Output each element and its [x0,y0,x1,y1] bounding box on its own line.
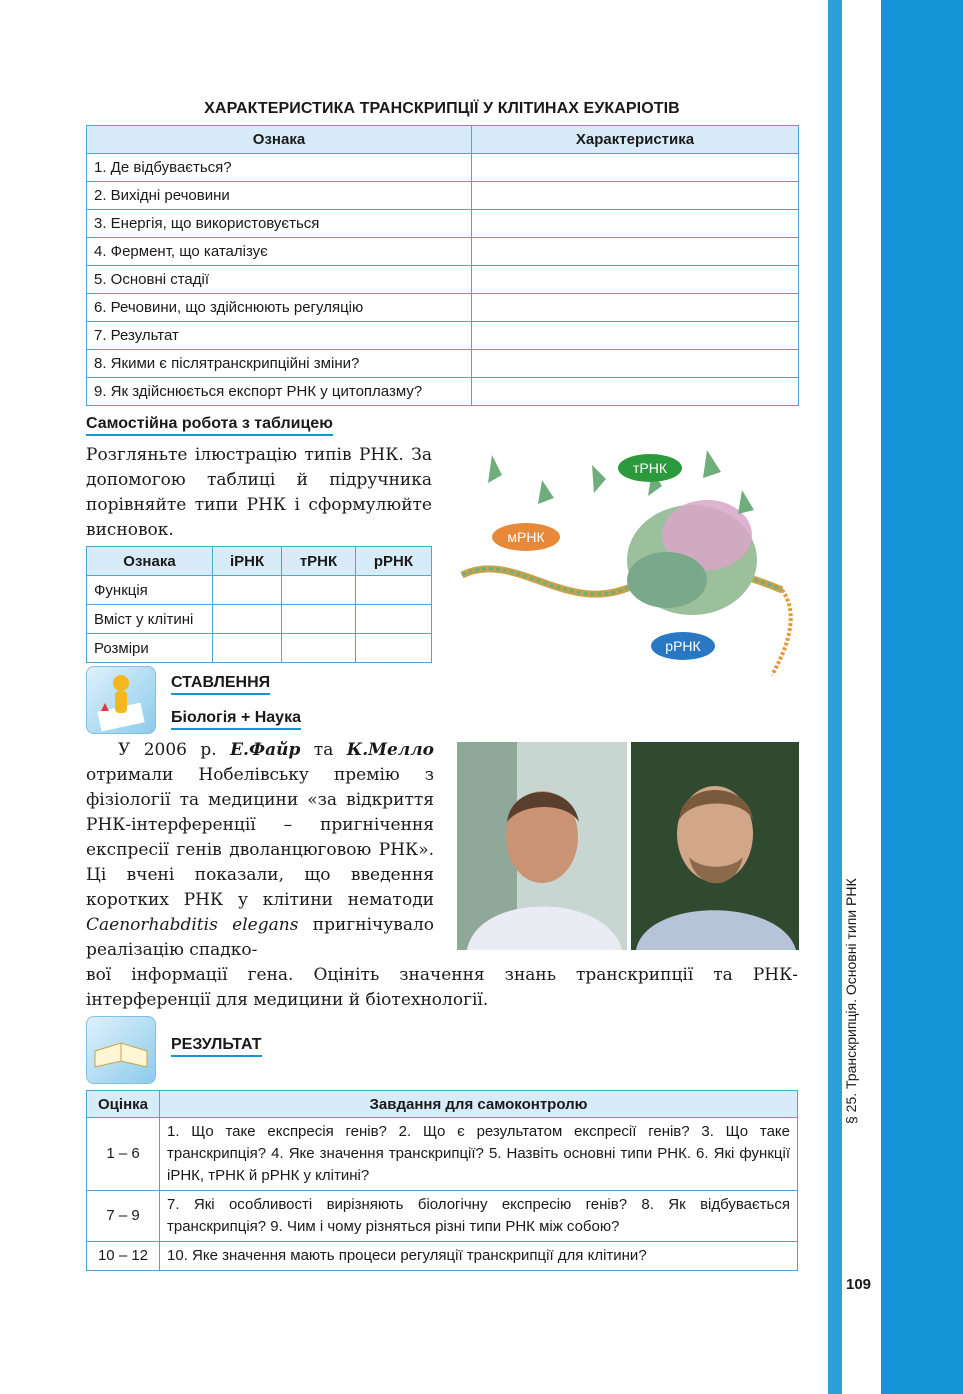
header-score: Оцінка [87,1091,160,1118]
empty-cell[interactable] [472,154,799,182]
table-row [87,634,432,663]
attitude-text [86,738,434,963]
person-head [113,675,129,691]
row-label: Функція [87,576,213,605]
self-work-text: Розгляньте ілюстрацію типів РНК. За допомогою таблиці й підручника порівняйте типи РНК і сформулюйте висновок. [86,445,432,540]
row-label: 3. Енергія, що використовується [87,210,472,238]
mrna-tail [772,590,791,675]
empty-cell[interactable] [213,576,282,605]
header-tasks: Завдання для самоконтролю [160,1091,798,1118]
mrna-label-text: мРНК [507,529,545,545]
table-row [87,154,799,182]
attitude-text-continued: вої інформації гена. Оцініть значення знань транскрипції та РНК-інтерференції для медицини й біотехнології. [86,965,798,1010]
empty-cell[interactable] [472,378,799,406]
table-row [87,1191,798,1242]
star-shape [101,703,109,711]
text-part: та [300,740,347,760]
scientist-name: К.Мелло [346,740,434,760]
running-title: § 25. Транскрипція. Основні типи РНК [843,878,859,1124]
empty-cell[interactable] [282,605,356,634]
table-row [87,294,799,322]
empty-cell[interactable] [472,210,799,238]
portrait-mello [631,742,799,950]
side-stripe-light [828,0,842,1394]
result-heading [171,1036,262,1054]
header-irna: іРНК [213,547,282,576]
header-characteristic: Характеристика [472,126,799,154]
empty-cell[interactable] [213,634,282,663]
table-row [87,1118,798,1191]
result-icon [86,1016,156,1084]
row-label: Розміри [87,634,213,663]
table-row [87,210,799,238]
text-part: отримали Нобелівську премію з фізіології та медицини «за відкриття РНК-інтерференції – пригнічення експресії генів дволанцюговою РНК». Ці вчені показали, що введення коротких РНК у клітини нематоди [86,765,434,910]
empty-cell[interactable] [355,605,431,634]
trna-molecule [488,455,502,483]
table-row [87,350,799,378]
row-label: Вміст у клітині [87,605,213,634]
row-label: 2. Вихідні речовини [87,182,472,210]
side-stripe-dark [881,0,963,1394]
empty-cell[interactable] [355,576,431,605]
attitude-icon [86,666,156,734]
score-cell: 7 – 9 [87,1191,160,1242]
table-header-row [87,1091,798,1118]
trna-label [618,454,682,482]
row-label: 1. Де відбувається? [87,154,472,182]
attitude-subheading [171,709,301,727]
mrna-label [492,523,560,551]
ribosome-small [627,552,707,608]
table-row [87,322,799,350]
trna-molecule [738,490,754,514]
text-part: У 2006 р. [118,740,231,760]
row-label: 6. Речовини, що здійснюють регуляцію [87,294,472,322]
species-name: Caenorhabditis elegans [86,915,299,935]
attitude-subheading-text: Біологія + Наука [171,709,301,730]
attitude-heading-text: СТАВЛЕННЯ [171,674,270,695]
page-number: 109 [846,1276,872,1293]
self-check-table [86,1090,798,1271]
header-feature: Ознака [87,547,213,576]
score-cell: 1 – 6 [87,1118,160,1191]
table-row [87,378,799,406]
self-work-heading-text: Самостійна робота з таблицею [86,415,333,436]
row-label: 7. Результат [87,322,472,350]
empty-cell[interactable] [472,266,799,294]
empty-cell[interactable] [472,294,799,322]
text-part: пригнічувало реалізацію спадко- [86,915,434,960]
empty-cell[interactable] [282,576,356,605]
portrait-fire [457,742,627,950]
table-row [87,1242,798,1271]
score-cell: 10 – 12 [87,1242,160,1271]
task-cell: 10. Яке значення мають процеси регуляції транскрипції для клітини? [160,1242,798,1271]
result-heading-text: РЕЗУЛЬТАТ [171,1036,262,1057]
empty-cell[interactable] [213,605,282,634]
person-icon [87,667,155,733]
empty-cell[interactable] [282,634,356,663]
book-icon [87,1017,155,1083]
table-row [87,576,432,605]
rna-illustration [452,440,802,680]
attitude-heading [171,674,270,692]
row-label: 9. Як здійснюється експорт РНК у цитоплазму? [87,378,472,406]
trna-label-text: тРНК [632,460,668,476]
rrna-label [651,632,715,660]
trna-molecule [538,480,554,504]
empty-cell[interactable] [472,238,799,266]
table-row [87,605,432,634]
row-label: 5. Основні стадії [87,266,472,294]
self-work-heading [86,415,333,433]
trna-molecule [703,450,721,478]
header-trna: тРНК [282,547,356,576]
table-row [87,182,799,210]
table-row [87,266,799,294]
empty-cell[interactable] [472,322,799,350]
side-stripe [845,0,881,1394]
row-label: 4. Фермент, що каталізує [87,238,472,266]
trna-molecule [592,465,606,493]
person-body [115,691,127,713]
task-cell: 1. Що таке експресія генів? 2. Що є результатом експресії генів? 3. Що таке транскрипція? 4. Яке значення транскрипції? 5. Назвіть основні типи РНК. 6. Які функції іРНК, тРНК й рРНК у клітині? [160,1118,798,1191]
header-feature: Ознака [87,126,472,154]
header-rrna: рРНК [355,547,431,576]
transcription-table [86,125,799,406]
table-header-row [87,126,799,154]
empty-cell[interactable] [472,350,799,378]
rna-comparison-table [86,546,432,663]
table1-title: ХАРАКТЕРИСТИКА ТРАНСКРИПЦІЇ У КЛІТИНАХ ЕУКАРІОТІВ [204,100,680,117]
empty-cell[interactable] [355,634,431,663]
task-cell: 7. Які особливості вирізняють біологічну експресію генів? 8. Як відбувається транскрипція? 9. Чим і чому різняться різні типи РНК між собою? [160,1191,798,1242]
row-label: 8. Якими є післятранскрипційні зміни? [87,350,472,378]
table-row [87,238,799,266]
scientist-name: Е.Файр [230,740,301,760]
rrna-label-text: рРНК [665,638,701,654]
empty-cell[interactable] [472,182,799,210]
table-header-row [87,547,432,576]
